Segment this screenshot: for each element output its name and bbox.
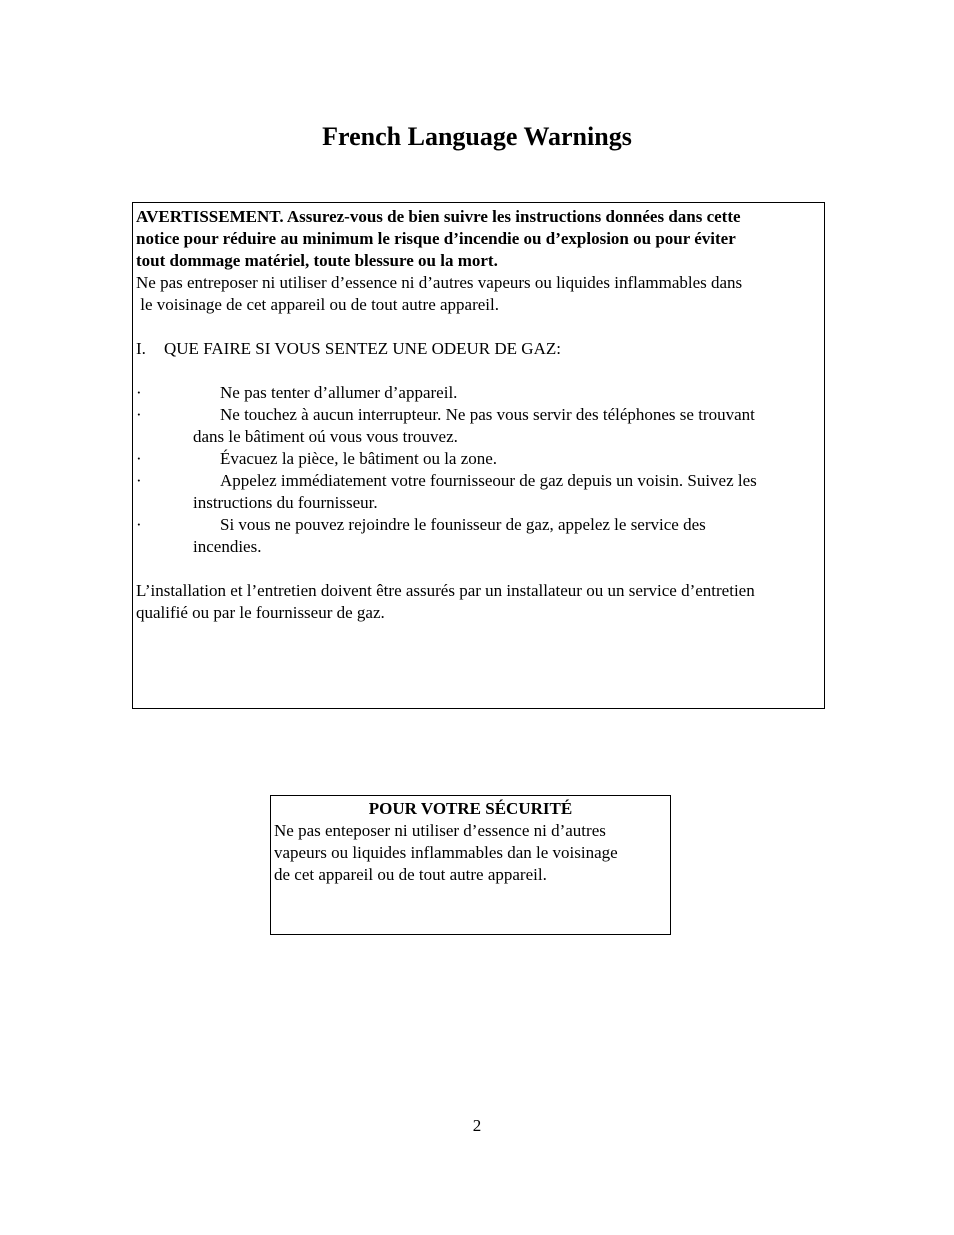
closing-line: qualifié ou par le fournisseur de gaz. — [136, 603, 385, 622]
bullet-text-continued: incendies. — [193, 537, 262, 556]
list-item — [136, 514, 824, 558]
warning-heading-line: tout dommage matériel, toute blessure ou la mort. — [136, 251, 498, 270]
safety-line: vapeurs ou liquides inflammables dan le voisinage — [274, 843, 618, 862]
bullet-dot: · — [136, 471, 142, 490]
list-item — [136, 470, 824, 514]
spacer — [136, 316, 824, 338]
warning-intro-line: Ne pas entreposer ni utiliser d’essence ni d’autres vapeurs ou liquides inflammables dans — [136, 273, 743, 292]
section-number: I. — [136, 339, 146, 358]
safety-box — [270, 795, 671, 935]
list-item — [136, 382, 824, 404]
bullet-text: Évacuez la pièce, le bâtiment ou la zone. — [220, 449, 498, 468]
warning-box — [132, 202, 825, 709]
page-number: 2 — [472, 1116, 482, 1135]
safety-line: Ne pas enteposer ni utiliser d’essence ni d’autres — [274, 821, 606, 840]
bullet-dot: · — [136, 383, 142, 402]
bullet-text: Appelez immédiatement votre fournisseour de gaz depuis un voisin. Suivez les — [220, 471, 757, 490]
bullet-dot: · — [136, 405, 142, 424]
warning-intro-line: le voisinage de cet appareil ou de tout autre appareil. — [136, 295, 499, 314]
bullet-text: Ne touchez à aucun interrupteur. Ne pas vous servir des téléphones se trouvant — [220, 405, 755, 424]
list-item — [136, 448, 824, 470]
spacer — [136, 360, 824, 382]
spacer — [136, 558, 824, 580]
page-title: French Language Warnings — [322, 122, 632, 151]
bullet-text: Ne pas tenter d’allumer d’appareil. — [220, 383, 458, 402]
closing-line: L’installation et l’entretien doivent être assurés par un installateur ou un service d’entretien — [136, 581, 755, 600]
safety-title: POUR VOTRE SÉCURITÉ — [368, 799, 573, 818]
warning-heading-line: notice pour réduire au minimum le risque d’incendie ou d’explosion ou pour éviter — [136, 229, 736, 248]
bullet-dot: · — [136, 449, 142, 468]
section-heading — [136, 338, 824, 360]
bullet-text-continued: instructions du fournisseur. — [193, 493, 378, 512]
bullet-text: Si vous ne pouvez rejoindre le founisseur de gaz, appelez le service des — [220, 515, 706, 534]
safety-line: de cet appareil ou de tout autre appareil. — [274, 865, 547, 884]
bullet-text-continued: dans le bâtiment oú vous vous trouvez. — [193, 427, 458, 446]
section-title: QUE FAIRE SI VOUS SENTEZ UNE ODEUR DE GAZ: — [164, 339, 561, 358]
warning-heading-line: AVERTISSEMENT. Assurez-vous de bien suivre les instructions données dans cette — [136, 207, 741, 226]
list-item — [136, 404, 824, 448]
bullet-dot: · — [136, 515, 142, 534]
